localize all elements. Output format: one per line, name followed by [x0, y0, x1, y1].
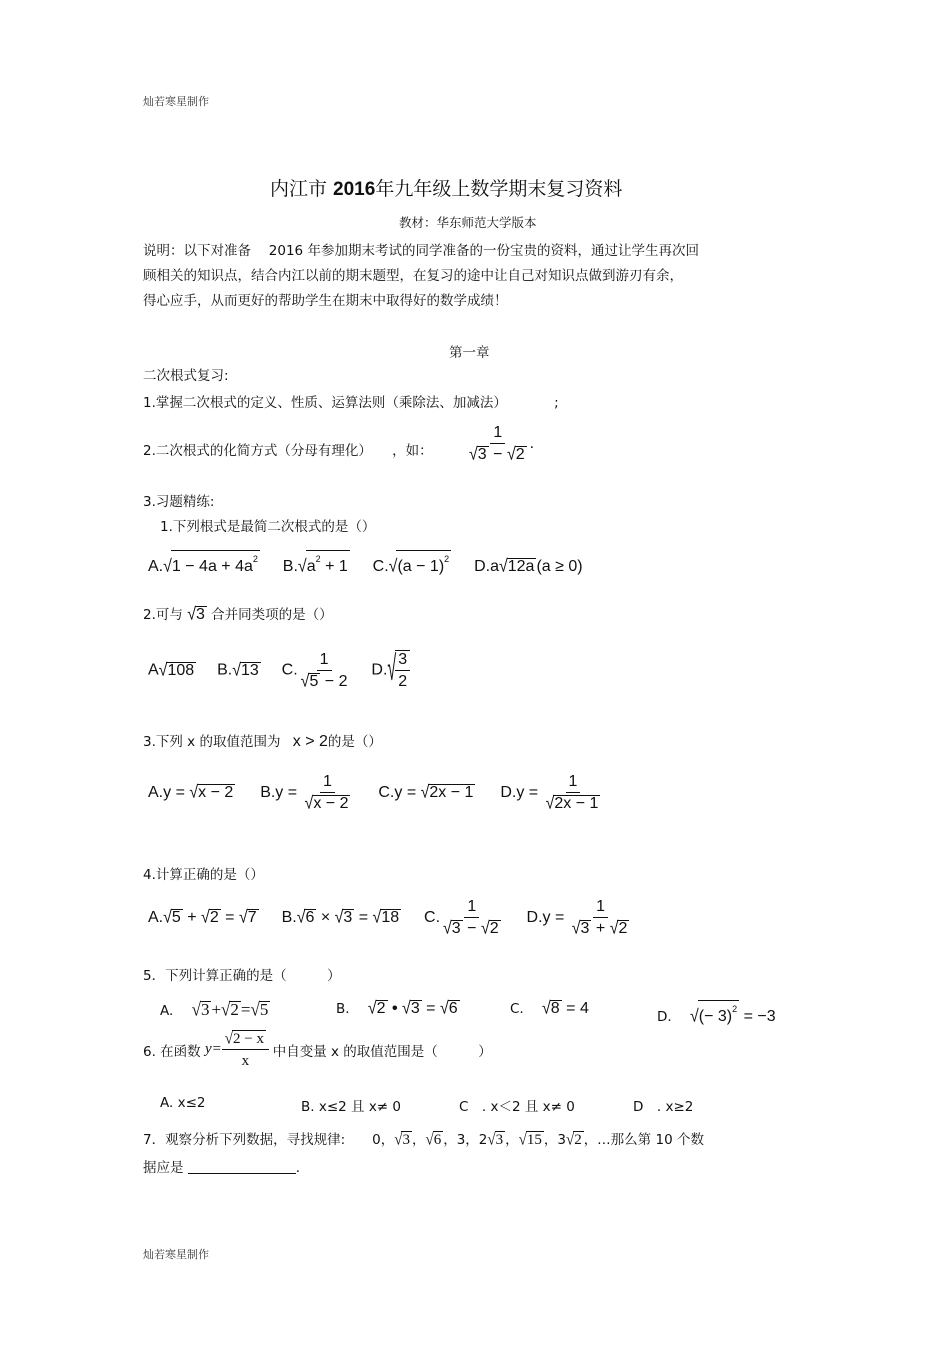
- option-a-radicand: 1 − 4a + 4a: [171, 558, 253, 575]
- radicand: 7: [247, 909, 257, 927]
- radicand: 3: [477, 446, 487, 463]
- option-a-radicand: 108: [167, 661, 195, 679]
- subtitle: 教材：华东师范大学版本: [399, 215, 537, 230]
- period: .: [529, 435, 535, 453]
- option-c-label: C.: [510, 1001, 524, 1017]
- radicand: 3: [580, 920, 590, 937]
- radicand: 3: [451, 920, 461, 937]
- stem-prefix: 3.下列 x 的取值范围为: [143, 734, 281, 750]
- fraction-denominator: x: [241, 1053, 250, 1069]
- answer-blank[interactable]: [188, 1161, 296, 1174]
- question-7-line-2: [143, 1156, 300, 1176]
- radicand: x − 2: [313, 795, 349, 812]
- radicand: (− 3): [698, 1008, 733, 1025]
- stem-suffix: 合并同类项的是（）: [211, 607, 333, 623]
- equals: = 4: [561, 1000, 589, 1017]
- question-4-options: A.√5 + √2 = √7 B.√6 × √3 = √18 C. $\frac{1}{√3 - √2}$ D.y = $\frac{1}{√3 + √2}$: [148, 898, 628, 938]
- stem-radicand: 3: [195, 606, 205, 623]
- stem-condition: x > 2: [292, 733, 328, 750]
- denominator-rest: − 2: [320, 672, 348, 690]
- point-2-text: 2.二次根式的化简方式（分母有理化） ，如：: [143, 443, 433, 459]
- stem-prefix: 6. 在函数: [143, 1044, 201, 1060]
- radicand: 2: [515, 446, 525, 463]
- equals: =: [354, 909, 373, 927]
- option-d-radicand: 12a: [507, 558, 535, 575]
- equals: =: [220, 909, 239, 927]
- intro-line-2: 顾相关的知识点，结合内江以前的期末题型，在复习的途中让自己对知识点做到游刃有余，: [143, 268, 683, 284]
- stem-suffix: 的是（）: [327, 734, 382, 750]
- fraction-numerator: 1: [464, 898, 479, 918]
- radicand: 5: [259, 1000, 269, 1019]
- question-3-options: A.y = √x − 2 B.y = $\frac{1}{√x - 2}$ C.y = √2x − 1 D.y = $\frac{1}{√2x - 1}$: [148, 773, 599, 813]
- radicand: 5: [171, 909, 181, 927]
- question-1-stem: 1.下列根式是最简二次根式的是（）: [160, 519, 376, 535]
- period: .: [295, 1160, 301, 1176]
- option-d-label: D.y =: [500, 784, 543, 802]
- option-a-radicand: x − 2: [198, 784, 234, 802]
- operator: −: [462, 920, 481, 937]
- separator: ，3: [543, 1132, 566, 1148]
- radicand: 3: [343, 909, 353, 927]
- question-6-option-b: B. x≤2 且 x≠ 0: [301, 1099, 401, 1115]
- stem-suffix: 中自变量 x 的取值范围是（ ）: [272, 1044, 492, 1060]
- point-2-fraction: $\frac{1}{√3 - √2}$ .: [469, 424, 535, 464]
- option-b-label: B.: [217, 661, 233, 679]
- question-1-options: $A.√1 - 4a + 4a^2$ $B.√a^2 + 1$ $C.√(a - 1)^2$ D.a√12a (a ≥ 0): [148, 550, 583, 576]
- question-5-option-d: D. √(− 3)$^2$ = −3: [657, 1000, 776, 1026]
- radicand: 2: [230, 1000, 239, 1019]
- operator: +: [211, 1000, 222, 1019]
- stem-prefix: 2.可与: [143, 607, 183, 623]
- option-c-label: C.: [424, 909, 441, 927]
- stem-suffix: ，…那么第 10 个数: [583, 1132, 704, 1148]
- answer-prompt: 据应是: [143, 1160, 184, 1176]
- option-b-radicand: 13: [240, 661, 259, 679]
- fraction-numerator: 1: [320, 773, 335, 793]
- option-c-label: C.: [281, 661, 298, 679]
- option-a-label: A.: [148, 558, 164, 575]
- minus-sign: −: [493, 446, 503, 463]
- option-d-label: D.a: [474, 558, 499, 575]
- radicand: 2: [489, 920, 499, 937]
- exponent: 2: [444, 554, 450, 564]
- option-a-label: A: [148, 661, 159, 679]
- fraction-numerator: 1: [317, 651, 332, 671]
- function-name: y=: [204, 1041, 222, 1058]
- question-6-option-d: D . x≥2: [633, 1099, 694, 1115]
- question-5-stem: 5．下列计算正确的是（ ）: [143, 968, 341, 984]
- question-2-stem: 2.可与 √3 合并同类项的是（）: [143, 605, 333, 624]
- fraction-numerator: 3: [395, 651, 410, 671]
- radicand: 5: [309, 672, 319, 690]
- radicand: 2: [209, 909, 219, 927]
- function-expression: y= $\frac{√2 - x}{x}$: [205, 1041, 273, 1057]
- radicand: 2 − x: [232, 1031, 264, 1047]
- operator: +: [591, 920, 610, 937]
- radicand: 2x − 1: [554, 795, 599, 812]
- radicand: 6: [305, 909, 315, 927]
- chapter-heading: 第一章: [449, 345, 490, 361]
- radicand: 2: [376, 1000, 386, 1017]
- radicand: 6: [448, 1000, 458, 1017]
- option-a-label: A.y =: [148, 784, 190, 802]
- watermark-top: 灿若寒星制作: [143, 95, 209, 108]
- option-d-label: D.: [657, 1009, 672, 1025]
- equals: =: [421, 1000, 440, 1017]
- option-b-label: B.: [282, 558, 298, 575]
- intro-line-1: 说明：以下对准备 2016 年参加期末考试的同学准备的一份宝贵的资料，通过让学生再次回: [143, 243, 699, 259]
- radicand: 8: [550, 1000, 560, 1017]
- option-c-radicand: 2x − 1: [429, 784, 474, 802]
- question-2-options: A√108 B.√13 C. $\frac{1}{√5 - 2}$ D.√ $\frac{3}{2}$: [148, 650, 410, 691]
- question-6-option-c: C . x＜2 且 x≠ 0: [459, 1099, 575, 1115]
- radicand: 3: [410, 1000, 420, 1017]
- operator: ×: [316, 909, 335, 927]
- question-7-line-1: 7．观察分析下列数据，寻找规律: 0，√3 ，√6 ，3，2√3 ，√15 ，3√2 ，…那么第 10 个数: [143, 1131, 704, 1149]
- separator: ，: [505, 1132, 519, 1148]
- radicand: 2: [618, 920, 628, 937]
- operator: +: [182, 909, 202, 927]
- exponent: 2: [252, 554, 258, 564]
- option-b-rest: + 1: [320, 558, 348, 575]
- question-4-stem: 4.计算正确的是（）: [143, 867, 264, 883]
- watermark-bottom: 灿若寒星制作: [143, 1248, 209, 1261]
- option-a-label: A.: [148, 909, 164, 927]
- radicand: 2: [574, 1132, 582, 1148]
- option-c-label: C.: [372, 558, 389, 575]
- fraction-denominator: 2: [398, 673, 408, 690]
- option-d-label: D.: [371, 661, 388, 679]
- title-suffix: 年九年级上数学期末复习资料: [375, 178, 623, 200]
- radicand: 6: [433, 1132, 442, 1148]
- option-c-label: C.y =: [378, 784, 421, 802]
- fraction-numerator: 1: [593, 898, 608, 918]
- option-d-label: D.y =: [526, 909, 569, 927]
- fraction-numerator: 1: [490, 424, 505, 444]
- option-b-label: B.: [281, 909, 297, 927]
- option-b-radicand: a: [306, 558, 316, 575]
- fraction-numerator: 1: [566, 773, 581, 793]
- radicand: 3: [495, 1132, 504, 1148]
- document-title: [270, 174, 622, 201]
- stem-prefix: 7．观察分析下列数据，寻找规律: 0，: [143, 1132, 395, 1148]
- option-a-label: A.: [160, 1003, 174, 1019]
- radicand: 3: [200, 1000, 210, 1019]
- equals: =: [240, 1000, 251, 1019]
- radicand: 18: [381, 909, 400, 927]
- section-title: 二次根式复习:: [143, 368, 229, 384]
- question-6-stem: [143, 1030, 492, 1070]
- radicand: 15: [526, 1132, 542, 1148]
- option-d-condition: (a ≥ 0): [536, 558, 583, 575]
- option-b-label: B.: [336, 1001, 350, 1017]
- question-5-option-c: C. √8 = 4: [510, 999, 589, 1018]
- question-6-option-a: A. x≤2: [160, 1095, 206, 1111]
- question-3-stem: [143, 730, 382, 751]
- exponent: 2: [315, 554, 321, 564]
- title-prefix: 内江市: [270, 178, 334, 200]
- radicand: 3: [402, 1132, 410, 1148]
- intro-line-3: 得心应手，从而更好的帮助学生在期末中取得好的数学成绩！: [143, 293, 508, 309]
- point-1: 1.掌握二次根式的定义、性质、运算法则（乘除法、加减法） ;: [143, 395, 559, 411]
- option-c-radicand: (a − 1): [397, 558, 445, 575]
- point-3: 3.习题精练:: [143, 494, 215, 510]
- title-year: 2016: [333, 179, 376, 200]
- option-b-label: B.y =: [260, 784, 302, 802]
- question-5-option-b: B. √2 • √3 = √6: [336, 999, 458, 1018]
- operator: •: [387, 1000, 403, 1017]
- separator: ，: [411, 1132, 426, 1148]
- question-5-option-a: A. √3 +√2 =√5: [160, 999, 269, 1020]
- exponent: 2: [732, 1004, 738, 1014]
- equals: = −3: [739, 1008, 776, 1025]
- separator: ，3，2: [443, 1132, 488, 1148]
